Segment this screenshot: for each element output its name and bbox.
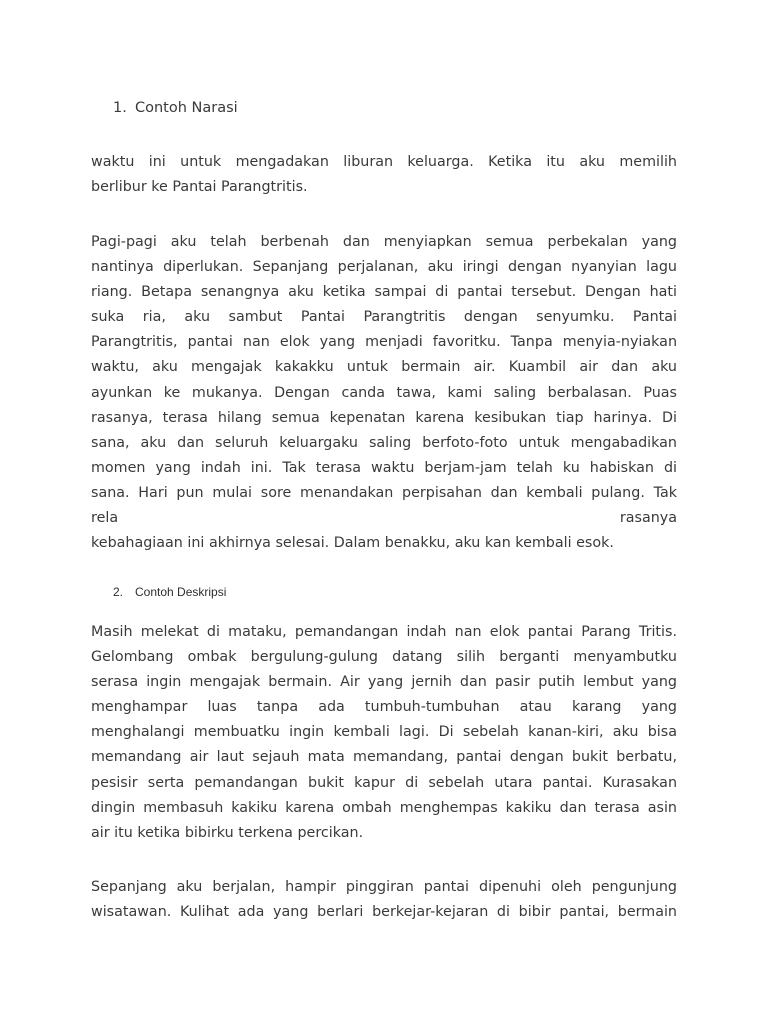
text-line: riang. Betapa senangnya aku ketika sampai di pantai tersebut. Dengan hati (91, 284, 677, 301)
text-line: Gelombang ombak bergulung-gulung datang silih berganti menyambutku (91, 649, 677, 666)
text-line: rasanya, terasa hilang semua kepenatan karena kesibukan tiap harinya. Di (91, 409, 677, 426)
text-line: memandang air laut sejauh mata memandang, pantai dengan bukit berbatu, (91, 749, 677, 766)
text-line: sana, aku dan seluruh keluargaku saling berfoto-foto untuk mengabadikan (91, 434, 677, 451)
text-line: menghampar luas tanpa ada tumbuh-tumbuhan atau karang yang (91, 699, 677, 716)
text-line: berlibur ke Pantai Parangtritis. (91, 179, 308, 196)
text-line: Masih melekat di mataku, pemandangan indah nan elok pantai Parang Tritis. (91, 624, 677, 640)
text-line: waktu, aku mengajak kakakku untuk bermain air. Kuambil air dan aku (91, 359, 677, 376)
heading-number: 1. (113, 100, 127, 116)
heading-number: 2. (113, 585, 124, 599)
text-line: serasa ingin mengajak bermain. Air yang jernih dan pasir putih lembut yang (91, 674, 677, 691)
text-line: suka ria, aku sambut Pantai Parangtritis dengan senyumku. Pantai (91, 309, 677, 326)
text-line: ayunkan ke mukanya. Dengan canda tawa, kami saling berbalasan. Puas (91, 384, 677, 401)
text-line: pesisir serta pemandangan bukit kapur di sebelah utara pantai. Kurasakan (91, 774, 677, 791)
narasi-paragraph-2 (91, 230, 677, 556)
heading-contoh-narasi (113, 98, 238, 118)
heading-contoh-deskripsi (113, 584, 226, 600)
text-line: Parangtritis, pantai nan elok yang menjadi favoritku. Tanpa menyia-nyiakan (91, 334, 677, 351)
text-line: sana. Hari pun mulai sore menandakan perpisahan dan kembali pulang. Tak (91, 484, 677, 501)
text-line: wisatawan. Kulihat ada yang berlari berkejar-kejaran di bibir pantai, bermain (91, 904, 677, 921)
text-line: nantinya diperlukan. Sepanjang perjalanan, aku iringi dengan nyanyian lagu (91, 259, 677, 276)
text-line: dingin membasuh kakiku karena ombah menghempas kakiku dan terasa asin (91, 799, 677, 816)
text-line: kebahagiaan ini akhirnya selesai. Dalam benakku, aku kan kembali esok. (91, 535, 614, 552)
heading-title: Contoh Narasi (135, 100, 238, 116)
text-line: Sepanjang aku berjalan, hampir pinggiran pantai dipenuhi oleh pengunjung (91, 879, 677, 895)
text-line: rela rasanya (91, 510, 677, 527)
text-line: momen yang indah ini. Tak terasa waktu berjam-jam telah ku habiskan di (91, 459, 677, 476)
text-line: Pagi-pagi aku telah berbenah dan menyiapkan semua perbekalan yang (91, 234, 677, 250)
deskripsi-paragraph-2 (91, 875, 677, 925)
text-line: waktu ini untuk mengadakan liburan keluarga. Ketika itu aku memilih (91, 154, 677, 170)
heading-title: Contoh Deskripsi (135, 585, 227, 599)
text-line: menghalangi membuatku ingin kembali lagi. Di sebelah kanan-kiri, aku bisa (91, 724, 677, 741)
deskripsi-paragraph-1 (91, 620, 677, 846)
narasi-paragraph-1 (91, 150, 677, 200)
text-line: air itu ketika bibirku terkena percikan. (91, 824, 364, 841)
